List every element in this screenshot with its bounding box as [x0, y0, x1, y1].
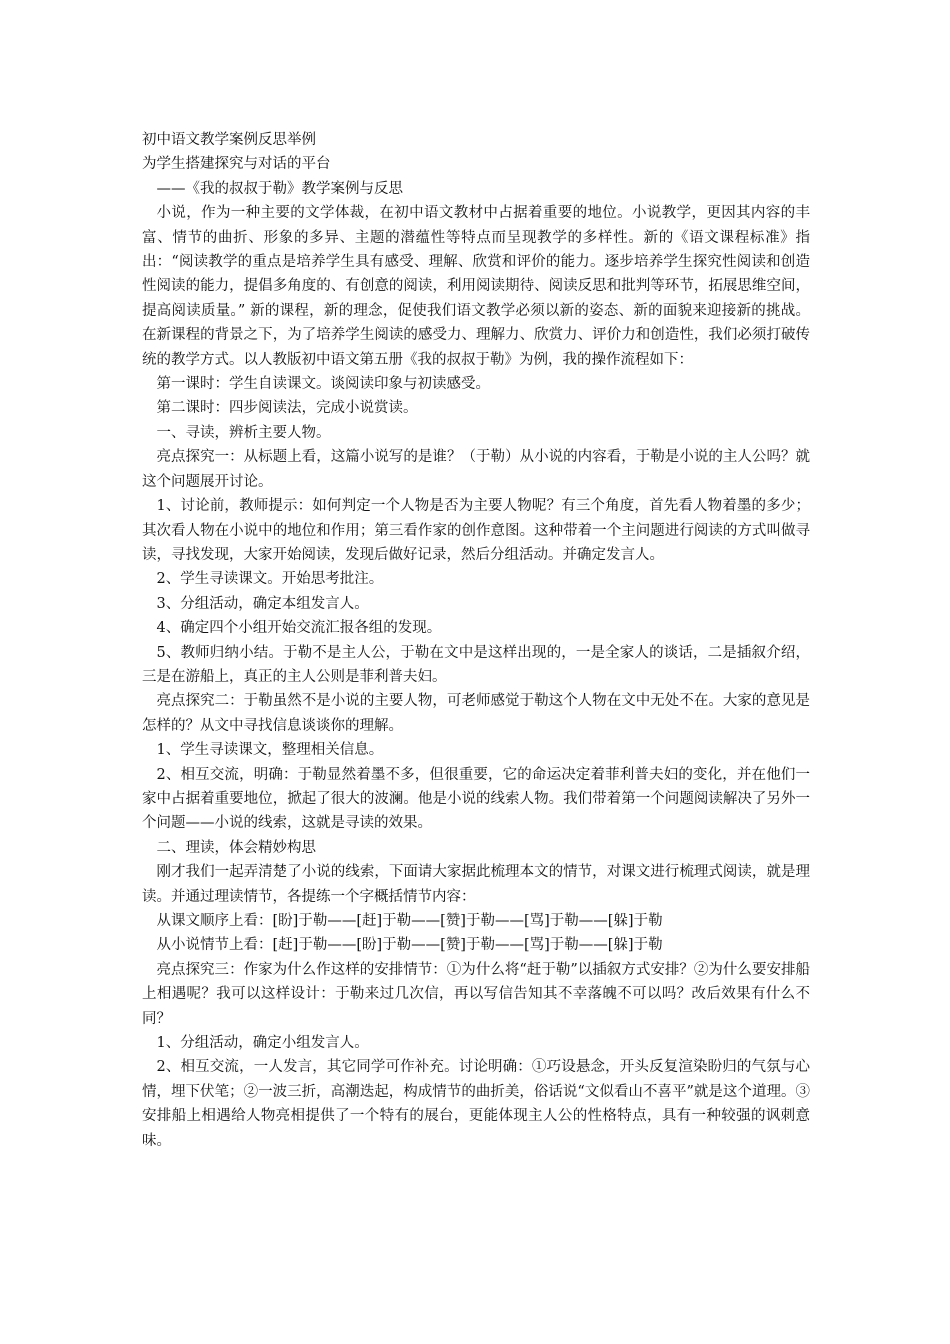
section-heading: 二、理读，体会精妙构思 [156, 839, 316, 856]
paragraph: 第二课时：四步阅读法，完成小说赏读。 [156, 400, 418, 417]
document-title: 初中语文教学案例反思举例 [142, 132, 316, 148]
paragraph: 从课文顺序上看：[盼]于勒——[赶]于勒——[赞]于勒——[骂]于勒——[躲]于勒 [156, 913, 663, 929]
paragraph: 1、学生寻读课文，整理相关信息。 [156, 742, 384, 759]
document-heading: 为学生搭建探究与对话的平台 [142, 156, 331, 173]
document-page [142, 128, 810, 1153]
paragraph: 2、相互交流，一人发言，其它同学可作补充。讨论明确：①巧设悬念，开头反复渲染盼归的气氛与心情，埋下伏笔；②一波三折，高潮迭起，构成情节的曲折美，俗话说“文似看山不喜平”就是这个道理。③安排船上相遇给人物亮相提供了一个特有的展台，更能体现主人公的性格特点，具有一种较强的讽刺意味。 [142, 1059, 810, 1149]
paragraph: 1、讨论前，教师提示：如何判定一个人物是否为主要人物呢？有三个角度，首先看人物着墨的多少；其次看人物在小说中的地位和作用；第三看作家的创作意图。这种带着一个主问题进行阅读的方式叫做寻读，寻找发现，大家开始阅读，发现后做好记录，然后分组活动。并确定发言人。 [142, 498, 810, 563]
paragraph: 亮点探究一：从标题上看，这篇小说写的是谁？（于勒）从小说的内容看，于勒是小说的主人公吗？就这个问题展开讨论。 [142, 449, 810, 490]
paragraph: 2、相互交流，明确：于勒显然着墨不多，但很重要，它的命运决定着菲利普夫妇的变化，并在他们一家中占据着重要地位，掀起了很大的波澜。他是小说的线索人物。我们带着第一个问题阅读解决了另外一个问题——小说的线索，这就是寻读的效果。 [142, 766, 810, 832]
section-heading: 一、寻读，辨析主要人物。 [156, 424, 331, 441]
paragraph: 4、确定四个小组开始交流汇报各组的发现。 [156, 620, 442, 637]
paragraph: 2、学生寻读课文。开始思考批注。 [156, 571, 384, 588]
paragraph: 从小说情节上看：[赶]于勒——[盼]于勒——[赞]于勒——[骂]于勒——[躲]于勒 [156, 937, 663, 954]
document-subheading: ——《我的叔叔于勒》教学案例与反思 [156, 180, 403, 197]
paragraph: 3、分组活动，确定本组发言人。 [156, 595, 369, 612]
paragraph: 1、分组活动，确定小组发言人。 [156, 1035, 369, 1052]
paragraph: 第一课时：学生自读课文。谈阅读印象与初读感受。 [156, 376, 490, 393]
paragraph: 亮点探究二：于勒虽然不是小说的主要人物，可老师感觉于勒这个人物在文中无处不在。大家的意见是怎样的？从文中寻找信息谈谈你的理解。 [142, 693, 810, 734]
paragraph: 5、教师归纳小结。于勒不是主人公，于勒在文中是这样出现的，一是全家人的谈话，二是插叙介绍，三是在游船上，真正的主人公则是菲利普夫妇。 [142, 644, 810, 685]
paragraph: 刚才我们一起弄清楚了小说的线索，下面请大家据此梳理本文的情节，对课文进行梳理式阅读，就是理读。并通过理读情节，各提练一个字概括情节内容： [142, 864, 810, 905]
paragraph: 小说，作为一种主要的文学体裁，在初中语文教材中占据着重要的地位。小说教学，更因其内容的丰富、情节的曲折、形象的多异、主题的潜蕴性等特点而呈现教学的多样性。新的《语文课程标准》指出：“阅读教学的重点是培养学生具有感受、理解、欣赏和评价的能力。逐步培养学生探究性阅读和创造性阅读的能力，提倡多角度的、有创意的阅读，利用阅读期待、阅读反思和批判等环节，拓展思维空间，提高阅读质量。” 新的课程，新的理念，促使我们语文教学必须以新的姿态、新的面貌来迎接新的挑战。在新课程的背景之下，为了培养学生阅读的感受力、理解力、欣赏力、评价力和创造性，我们必须打破传统的教学方式。以人教版初中语文第五册《我的叔叔于勒》为例，我的操作流程如下： [142, 205, 810, 368]
paragraph: 亮点探究三：作家为什么作这样的安排情节：①为什么将“赶于勒”以插叙方式安排？②为什么要安排船上相遇呢？我可以这样设计：于勒来过几次信，再以写信告知其不幸落魄不可以吗？改后效果有什么不同？ [142, 961, 810, 1027]
